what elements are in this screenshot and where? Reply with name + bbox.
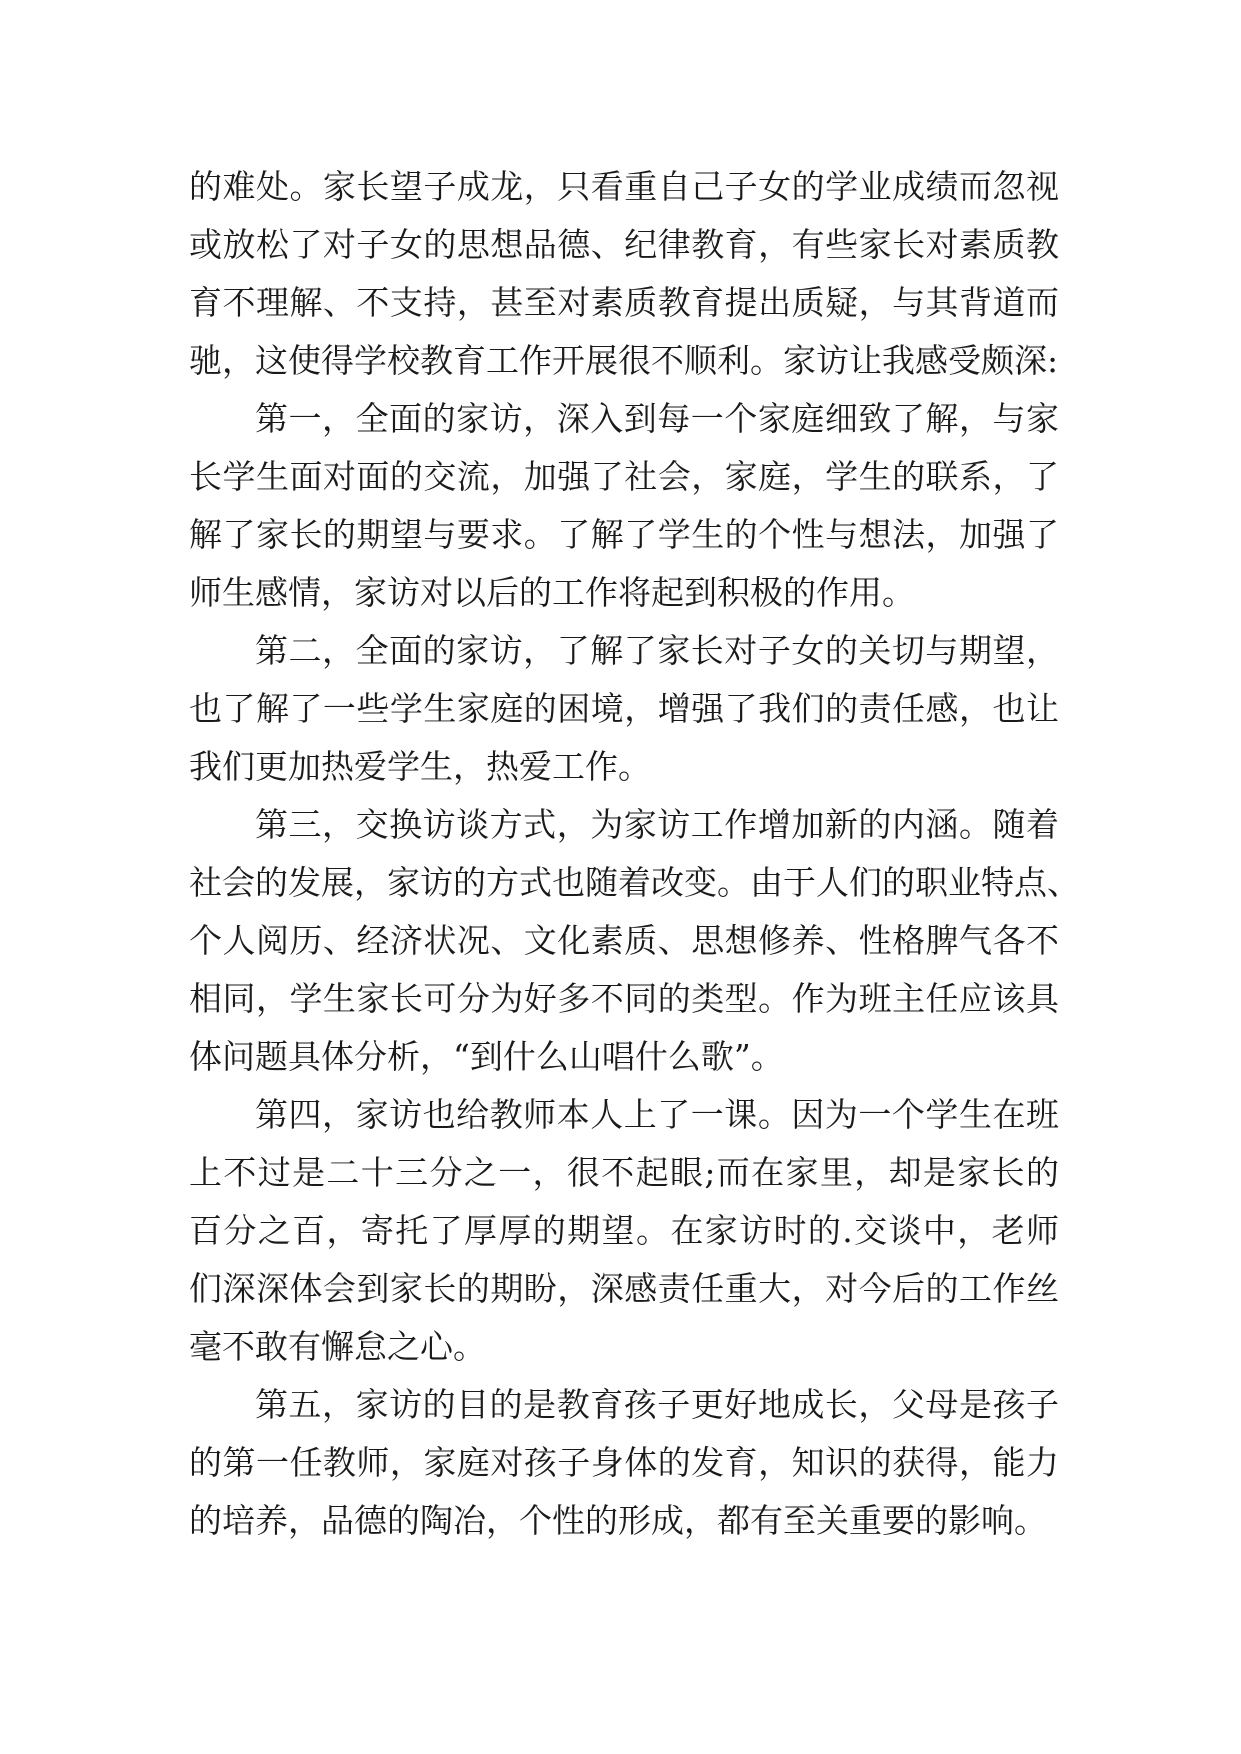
paragraph-fourth: [189, 1086, 1059, 1376]
text-line: 长学生面对面的交流，加强了社会，家庭，学生的联系，了: [189, 457, 1059, 496]
text-line: 们深深体会到家长的期盼，深感责任重大，对今后的工作丝: [189, 1269, 1059, 1308]
text-line: 相同，学生家长可分为好多不同的类型。作为班主任应该具: [189, 979, 1059, 1018]
text-line: 第二，全面的家访，了解了家长对子女的关切与期望，: [255, 631, 1059, 670]
text-line: 解了家长的期望与要求。了解了学生的个性与想法，加强了: [189, 515, 1059, 554]
paragraph-third: [189, 796, 1080, 1086]
text-line: 社会的发展，家访的方式也随着改变。由于人们的职业特点、: [189, 863, 1080, 902]
text-line: 我们更加热爱学生，热爱工作。: [189, 747, 651, 786]
paragraph-second: [189, 622, 1059, 796]
paragraph-intro: [189, 158, 1059, 390]
text-line: 驰，这使得学校教育工作开展很不顺利。家访让我感受颇深:: [189, 341, 1059, 380]
text-line: 第一，全面的家访，深入到每一个家庭细致了解，与家: [255, 399, 1059, 438]
text-line: 上不过是二十三分之一，很不起眼;而在家里，却是家长的: [189, 1153, 1059, 1192]
text-line: 的难处。家长望子成龙，只看重自己子女的学业成绩而忽视: [189, 167, 1059, 206]
text-line: 的培养，品德的陶冶，个性的形成，都有至关重要的影响。: [189, 1501, 1047, 1540]
paragraph-fifth: [189, 1376, 1059, 1550]
text-line: 或放松了对子女的思想品德、纪律教育，有些家长对素质教: [189, 225, 1059, 264]
text-line: 百分之百，寄托了厚厚的期望。在家访时的.交谈中，老师: [189, 1211, 1059, 1250]
paragraph-first: [189, 390, 1059, 622]
document-body: [189, 158, 1080, 1550]
text-line: 的第一任教师，家庭对孩子身体的发育，知识的获得，能力: [189, 1443, 1059, 1482]
text-line: 第三，交换访谈方式，为家访工作增加新的内涵。随着: [255, 805, 1059, 844]
text-line: 师生感情，家访对以后的工作将起到积极的作用。: [189, 573, 915, 612]
text-line: 第五，家访的目的是教育孩子更好地成长，父母是孩子: [255, 1385, 1059, 1424]
text-line: 毫不敢有懈怠之心。: [189, 1327, 486, 1366]
text-line: 也了解了一些学生家庭的困境，增强了我们的责任感，也让: [189, 689, 1059, 728]
text-line: 个人阅历、经济状况、文化素质、思想修养、性格脾气各不: [189, 921, 1059, 960]
text-line: 育不理解、不支持，甚至对素质教育提出质疑，与其背道而: [189, 283, 1059, 322]
text-line: 体问题具体分析，“到什么山唱什么歌”。: [189, 1037, 784, 1076]
text-line: 第四，家访也给教师本人上了一课。因为一个学生在班: [255, 1095, 1059, 1134]
